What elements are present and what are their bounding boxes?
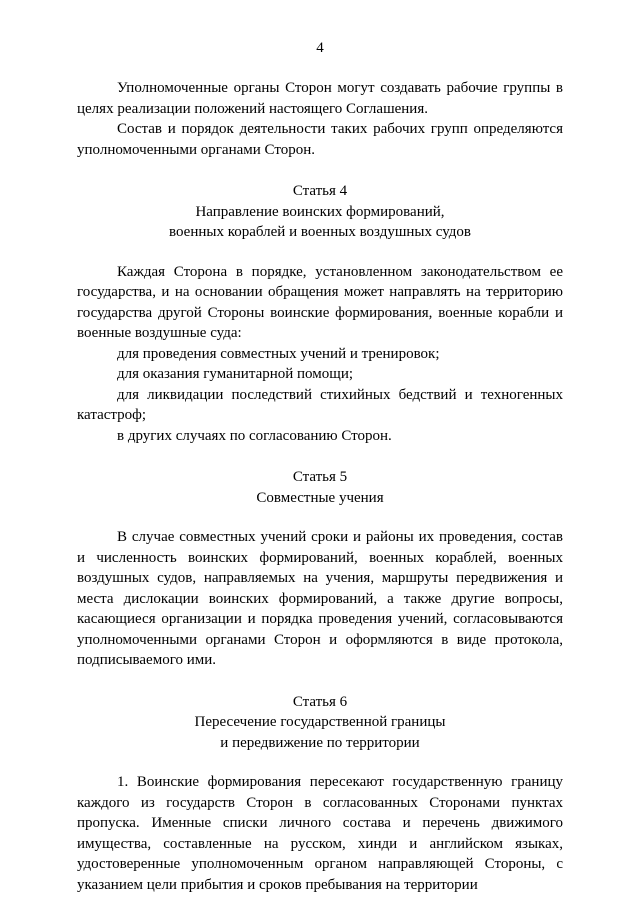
spacer xyxy=(77,671,563,692)
article-4-number: Статья 4 xyxy=(292,183,348,199)
spacer xyxy=(77,753,563,772)
article-4-list-item: в других случаях по согласованию Сторон. xyxy=(117,427,392,444)
article-5-number: Статья 5 xyxy=(292,469,348,485)
document-body xyxy=(77,78,563,895)
article-4-list-item: для оказания гуманитарной помощи; xyxy=(117,366,354,382)
article-5-paragraph: В случае совместных учений сроки и районы их проведения, состав и численность воинских формирований, военных кораблей, военных воздушных судов, направляемых на учения, маршруты передвижения и места дислокации воинских формирований, а также другие вопросы, касающиеся организации и порядка проведения учений, согласовываются уполномоченными органами Сторон и оформляются в виде протокола, подписываемого ими. xyxy=(77,529,563,668)
article-5-title: Совместные учения xyxy=(256,489,384,506)
intro-paragraph-2: Состав и порядок деятельности таких рабочих групп определяются уполномоченными органами Сторон. xyxy=(77,121,563,158)
article-6-title-line-1: Пересечение государственной границы xyxy=(194,714,446,730)
article-6-paragraph-1: 1. Воинские формирования пересекают государственную границу каждого из государств Сторон в согласованных Сторонами пунктах пропуска. Именные списки личного состава и перечень движимого имущества, составленные на русском, хинди и английском языках, удостоверенные уполномоченным органом направляющей Стороны, с указанием цели прибытия и сроков пребывания на территории xyxy=(77,774,563,893)
article-4-lead-paragraph: Каждая Сторона в порядке, установленном законодательством ее государства, и на основании обращения может направлять на территорию государства другой Стороны воинские формирования, военные корабли и военные воздушные суда: xyxy=(77,263,563,341)
page-number: 4 xyxy=(316,40,324,56)
spacer xyxy=(77,243,563,262)
article-4-list-item: для ликвидации последствий стихийных бедствий и техногенных катастроф; xyxy=(77,386,563,423)
intro-paragraph-1: Уполномоченные органы Сторон могут создавать рабочие группы в целях реализации положений настоящего Соглашения. xyxy=(77,80,563,117)
spacer xyxy=(77,508,563,527)
article-4-list-item: для проведения совместных учений и тренировок; xyxy=(117,345,440,362)
article-4-title-line-1: Направление воинских формирований, xyxy=(195,203,445,220)
article-6-number: Статья 6 xyxy=(292,693,348,710)
spacer xyxy=(77,160,563,181)
spacer xyxy=(77,446,563,467)
article-6-title-line-2: и передвижение по территории xyxy=(220,734,420,751)
article-4-title-line-2: военных кораблей и военных воздушных судов xyxy=(169,224,471,240)
